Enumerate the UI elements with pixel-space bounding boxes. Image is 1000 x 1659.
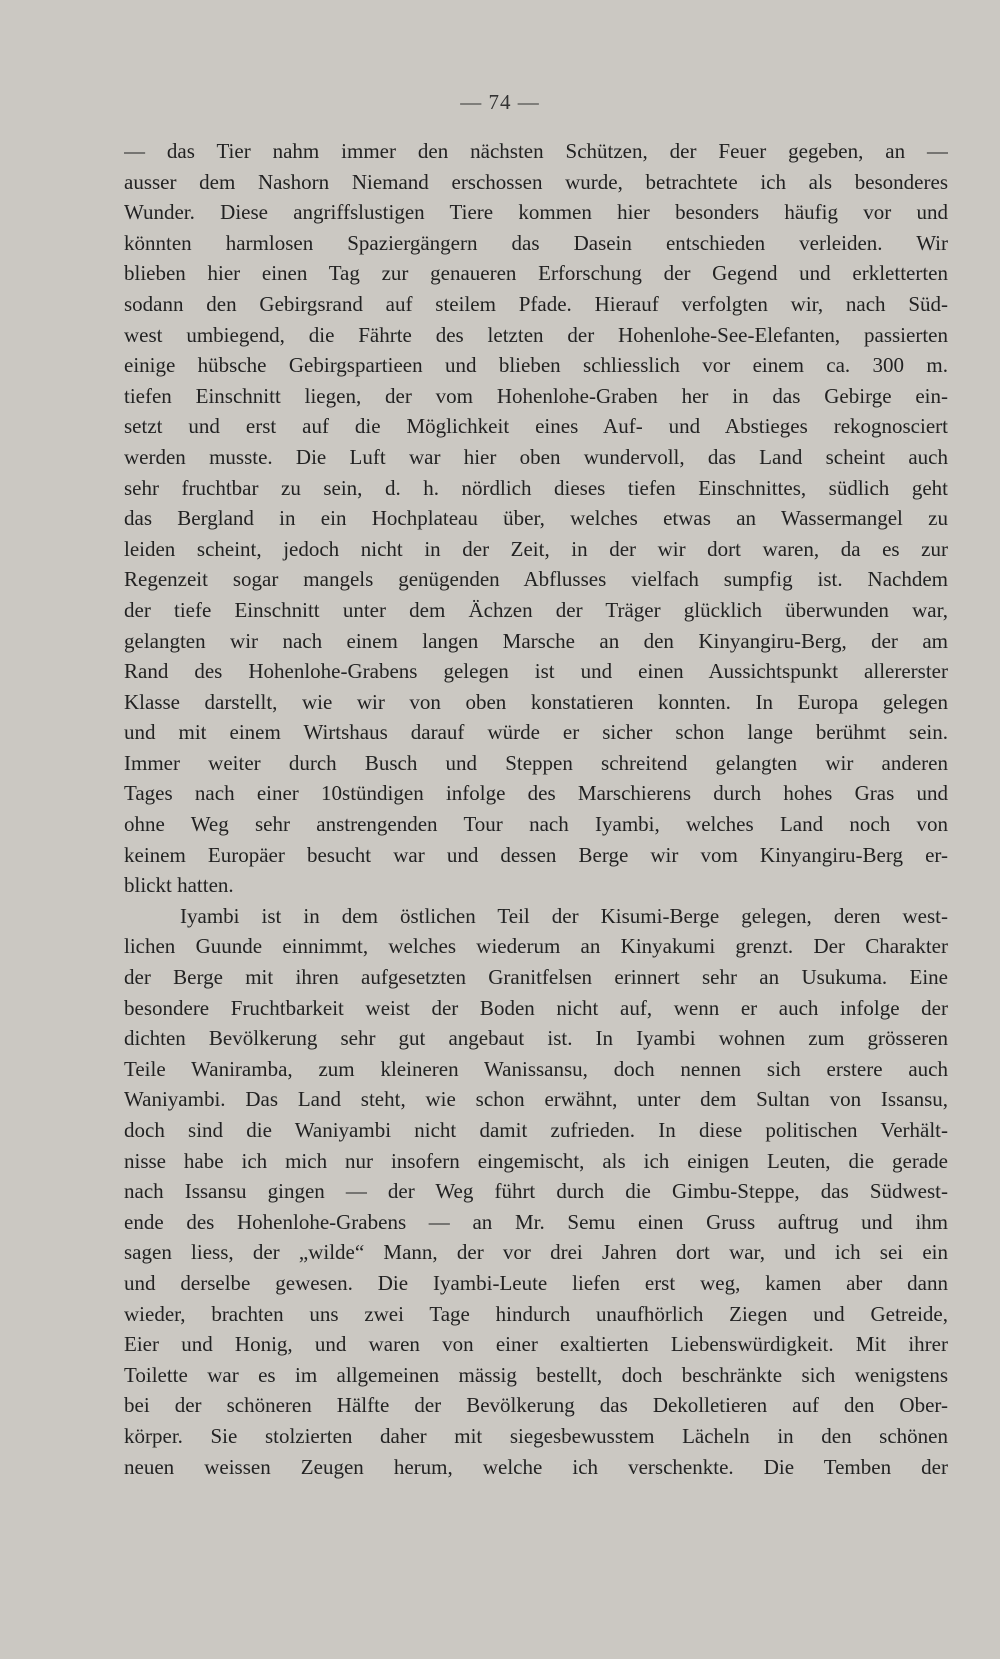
- text-line: — das Tier nahm immer den nächsten Schützen, der Feuer gegeben, an —: [124, 139, 948, 163]
- text-line: sagen liess, der „wilde“ Mann, der vor drei Jahren dort war, und ich sei ein: [124, 1240, 948, 1265]
- text-line: wieder, brachten uns zwei Tage hindurch unaufhörlich Ziegen und Getreide,: [124, 1301, 948, 1326]
- text-line: gelangten wir nach einem langen Marsche an den Kinyangiru-Berg, der am: [124, 628, 948, 653]
- text-line: setzt und erst auf die Möglichkeit eines Auf- und Abstieges rekognosciert: [124, 414, 948, 439]
- text-line: Toilette war es im allgemeinen mässig bestellt, doch beschränkte sich wenigstens: [124, 1362, 948, 1387]
- text-line: besondere Fruchtbarkeit weist der Boden nicht auf, wenn er auch infolge der: [124, 995, 948, 1020]
- text-line: blieben hier einen Tag zur genaueren Erforschung der Gegend und erkletterten: [124, 261, 948, 286]
- text-line: der tiefe Einschnitt unter dem Ächzen der Träger glücklich überwunden war,: [124, 597, 948, 622]
- text-line: dichten Bevölkerung sehr gut angebaut ist. In Iyambi wohnen zum grösseren: [124, 1026, 948, 1051]
- text-line: west umbiegend, die Fährte des letzten der Hohenlohe-See-Elefanten, passierten: [124, 322, 948, 347]
- text-line: neuen weissen Zeugen herum, welche ich verschenkte. Die Temben der: [124, 1454, 948, 1479]
- text-line: und mit einem Wirtshaus darauf würde er sicher schon lange berühmt sein.: [124, 720, 948, 745]
- text-line: ausser dem Nashorn Niemand erschossen wurde, betrachtete ich als besonderes: [124, 169, 948, 194]
- text-line: Iyambi ist in dem östlichen Teil der Kisumi-Berge gelegen, deren west-: [180, 903, 948, 928]
- text-line: könnten harmlosen Spaziergängern das Dasein entschieden verleiden. Wir: [124, 230, 948, 255]
- text-line: Immer weiter durch Busch und Steppen schreitend gelangten wir anderen: [124, 750, 948, 775]
- text-line: doch sind die Waniyambi nicht damit zufrieden. In diese politischen Verhält-: [124, 1118, 948, 1142]
- text-line: Eier und Honig, und waren von einer exaltierten Liebenswürdigkeit. Mit ihrer: [124, 1332, 948, 1357]
- text-line: nisse habe ich mich nur insofern eingemischt, als ich einigen Leuten, die gerade: [124, 1148, 948, 1173]
- text-line: Tages nach einer 10stündigen infolge des Marschierens durch hohes Gras und: [124, 781, 948, 806]
- text-line: blickt hatten.: [124, 873, 234, 898]
- text-line: nach Issansu gingen — der Weg führt durch die Gimbu-Steppe, das Südwest-: [124, 1179, 948, 1204]
- text-line: der Berge mit ihren aufgesetzten Granitfelsen erinnert sehr an Usukuma. Eine: [124, 965, 948, 990]
- text-line: körper. Sie stolzierten daher mit siegesbewusstem Lächeln in den schönen: [124, 1423, 948, 1448]
- text-line: und derselbe gewesen. Die Iyambi-Leute liefen erst weg, kamen aber dann: [124, 1270, 948, 1295]
- text-line: sehr fruchtbar zu sein, d. h. nördlich dieses tiefen Einschnittes, südlich geht: [124, 475, 948, 500]
- text-line: Regenzeit sogar mangels genügenden Abflusses vielfach sumpfig ist. Nachdem: [124, 567, 948, 592]
- text-line: ohne Weg sehr anstrengenden Tour nach Iyambi, welches Land noch von: [124, 812, 948, 837]
- text-line: Waniyambi. Das Land steht, wie schon erwähnt, unter dem Sultan von Issansu,: [124, 1087, 948, 1112]
- text-line: tiefen Einschnitt liegen, der vom Hohenlohe-Graben her in das Gebirge ein-: [124, 383, 948, 408]
- page-number: — 74 —: [460, 90, 540, 114]
- text-line: leiden scheint, jedoch nicht in der Zeit, in der wir dort waren, da es zur: [124, 536, 948, 561]
- body-text: [124, 136, 948, 1482]
- text-line: das Bergland in ein Hochplateau über, welches etwas an Wassermangel zu: [124, 506, 948, 531]
- text-line: Rand des Hohenlohe-Grabens gelegen ist und einen Aussichtspunkt allererster: [124, 659, 948, 684]
- text-line: Wunder. Diese angriffslustigen Tiere kommen hier besonders häufig vor und: [124, 200, 948, 225]
- text-line: sodann den Gebirgsrand auf steilem Pfade. Hierauf verfolgten wir, nach Süd-: [124, 291, 948, 316]
- text-line: bei der schöneren Hälfte der Bevölkerung das Dekolletieren auf den Ober-: [124, 1393, 948, 1418]
- text-line: Teile Waniramba, zum kleineren Wanissansu, doch nennen sich erstere auch: [124, 1056, 948, 1081]
- text-line: Klasse darstellt, wie wir von oben konstatieren konnten. In Europa gelegen: [124, 689, 948, 714]
- text-line: keinem Europäer besucht war und dessen Berge wir vom Kinyangiru-Berg er-: [124, 842, 948, 867]
- text-line: werden musste. Die Luft war hier oben wundervoll, das Land scheint auch: [124, 444, 948, 469]
- text-line: lichen Guunde einnimmt, welches wiederum an Kinyakumi grenzt. Der Charakter: [124, 934, 948, 959]
- text-line: ende des Hohenlohe-Grabens — an Mr. Semu einen Gruss auftrug und ihm: [124, 1209, 948, 1234]
- text-line: einige hübsche Gebirgspartieen und blieben schliesslich vor einem ca. 300 m.: [124, 353, 948, 378]
